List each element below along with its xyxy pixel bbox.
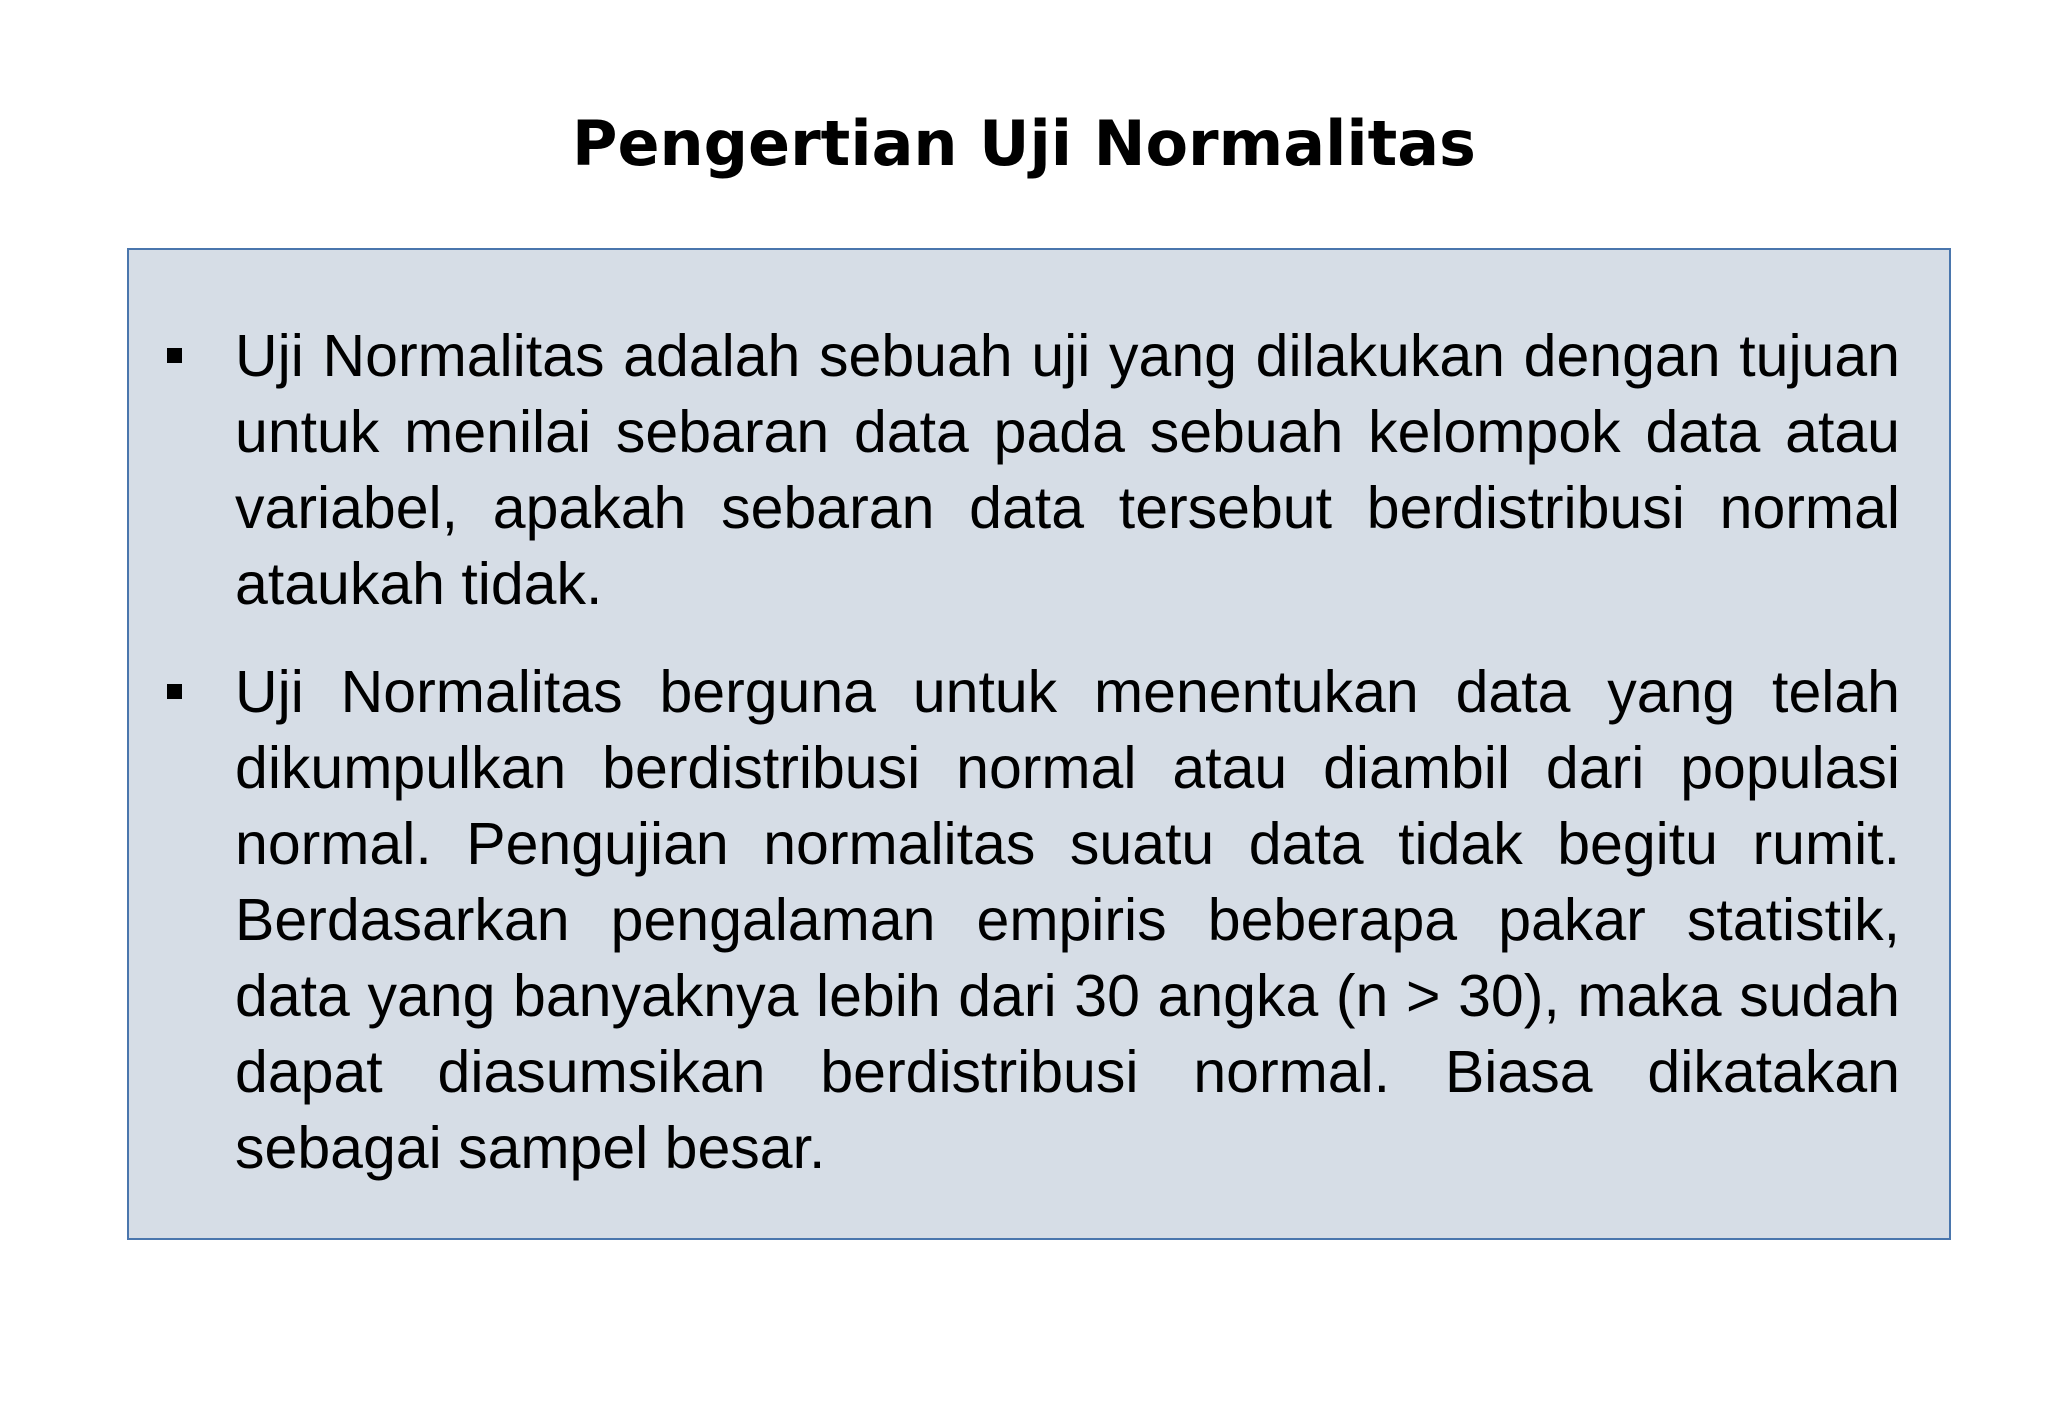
slide-title: Pengertian Uji Normalitas bbox=[572, 107, 1476, 180]
square-bullet-icon bbox=[167, 348, 182, 363]
square-bullet-icon bbox=[167, 684, 182, 699]
bullet-text-purpose: Uji Normalitas berguna untuk menentukan data yang telah dikumpulkan berdistribusi normal atau diambil dari populasi normal. Pengujian normalitas suatu data tidak begitu rumit. Berdasarkan pengalaman empiris beberapa pakar statistik, data yang banyaknya lebih dari 30 angka (n > 30), maka sudah dapat diasumsikan berdistribusi normal. Biasa dikatakan sebagai sampel besar. bbox=[235, 659, 1900, 1181]
bullet-text-definition: Uji Normalitas adalah sebuah uji yang dilakukan dengan tujuan untuk menilai sebaran data pada sebuah kelompok data atau variabel, apakah sebaran data tersebut berdistribusi normal ataukah tidak. bbox=[235, 323, 1900, 617]
